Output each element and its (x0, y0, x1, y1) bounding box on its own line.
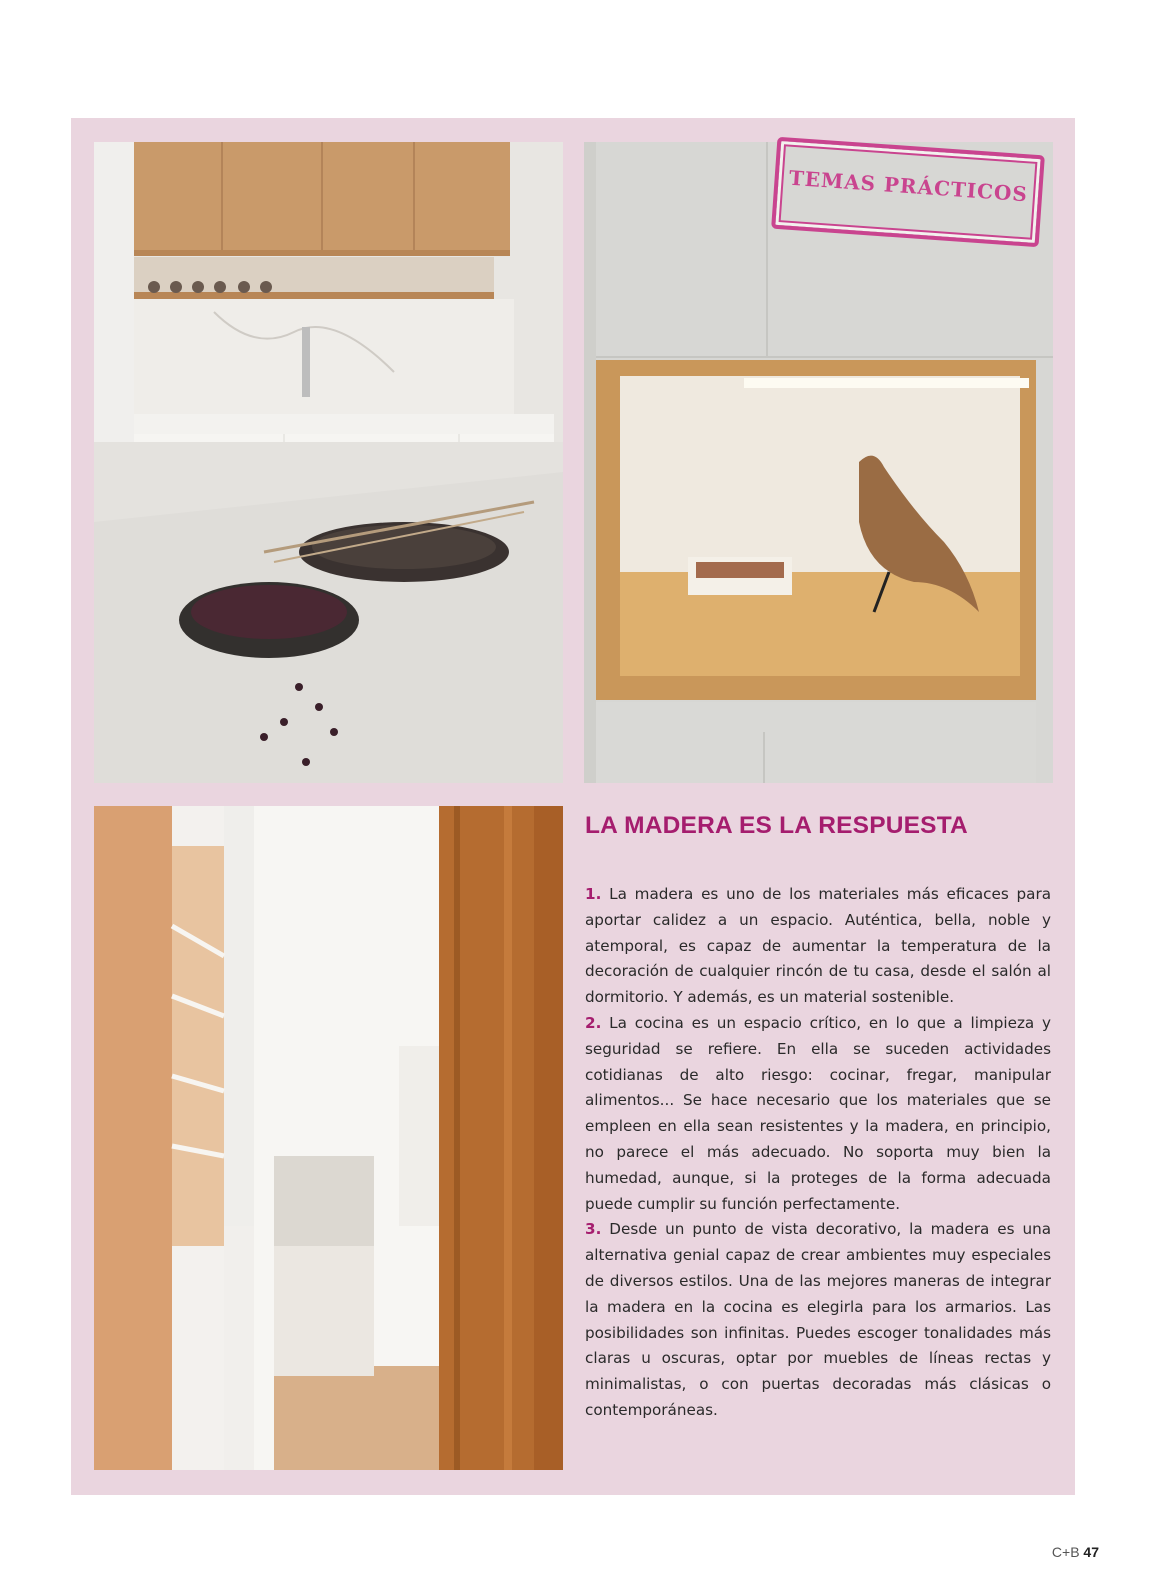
article (585, 812, 1051, 1424)
magazine-name: C+B (1051, 1544, 1080, 1560)
temas-practicos-stamp (771, 137, 1045, 247)
paragraph-text: Desde un punto de vista decorativo, la madera es una alternativa genial capaz de crear ambientes muy especiales de diversos estilos. Una de las mejores maneras de integrar la madera en la cocina es elegirla para los armarios. Las posibilidades son infinitas. Puedes escoger tonalidades más claras u oscuras, optar por muebles de líneas rectas y minimalistas, o con puertas decoradas más clásicas o contemporáneas. (585, 1220, 1051, 1419)
paragraph-2 (585, 1011, 1051, 1217)
stamp-label: TEMAS PRÁCTICOS (788, 165, 1029, 207)
article-body (585, 882, 1051, 1424)
paragraph-1 (585, 882, 1051, 1011)
hallway-wood-panels-photo (94, 806, 563, 1470)
paragraph-text: La madera es uno de los materiales más eficaces para aportar calidez a un espacio. Auténtica, bella, noble y atemporal, es capaz de aumentar la temperatura de la decoración de cualquier rincón de tu casa, desde el salón al dormitorio. Y además, es un material sostenible. (585, 885, 1051, 1007)
paragraph-3 (585, 1217, 1051, 1423)
paragraph-number: 2. (585, 1013, 602, 1032)
kitchen-counter-photo (94, 142, 563, 783)
page-folio (1052, 1544, 1099, 1560)
paragraph-number: 3. (585, 1220, 602, 1239)
page-number: 47 (1083, 1544, 1099, 1560)
paragraph-text: La cocina es un espacio crítico, en lo que a limpieza y seguridad se refiere. En ella se suceden actividades cotidianas de alto riesgo: cocinar, fregar, manipular alimentos... Se hace necesario que los materiales que se empleen en ella sean resistentes y la madera, en principio, no parece el más adecuado. No soporta muy bien la humedad, aunque, si la proteges de la forma adecuada puede cumplir su función perfectamente. (585, 1013, 1052, 1213)
article-title: LA MADERA ES LA RESPUESTA (585, 812, 968, 839)
paragraph-number: 1. (585, 885, 602, 903)
